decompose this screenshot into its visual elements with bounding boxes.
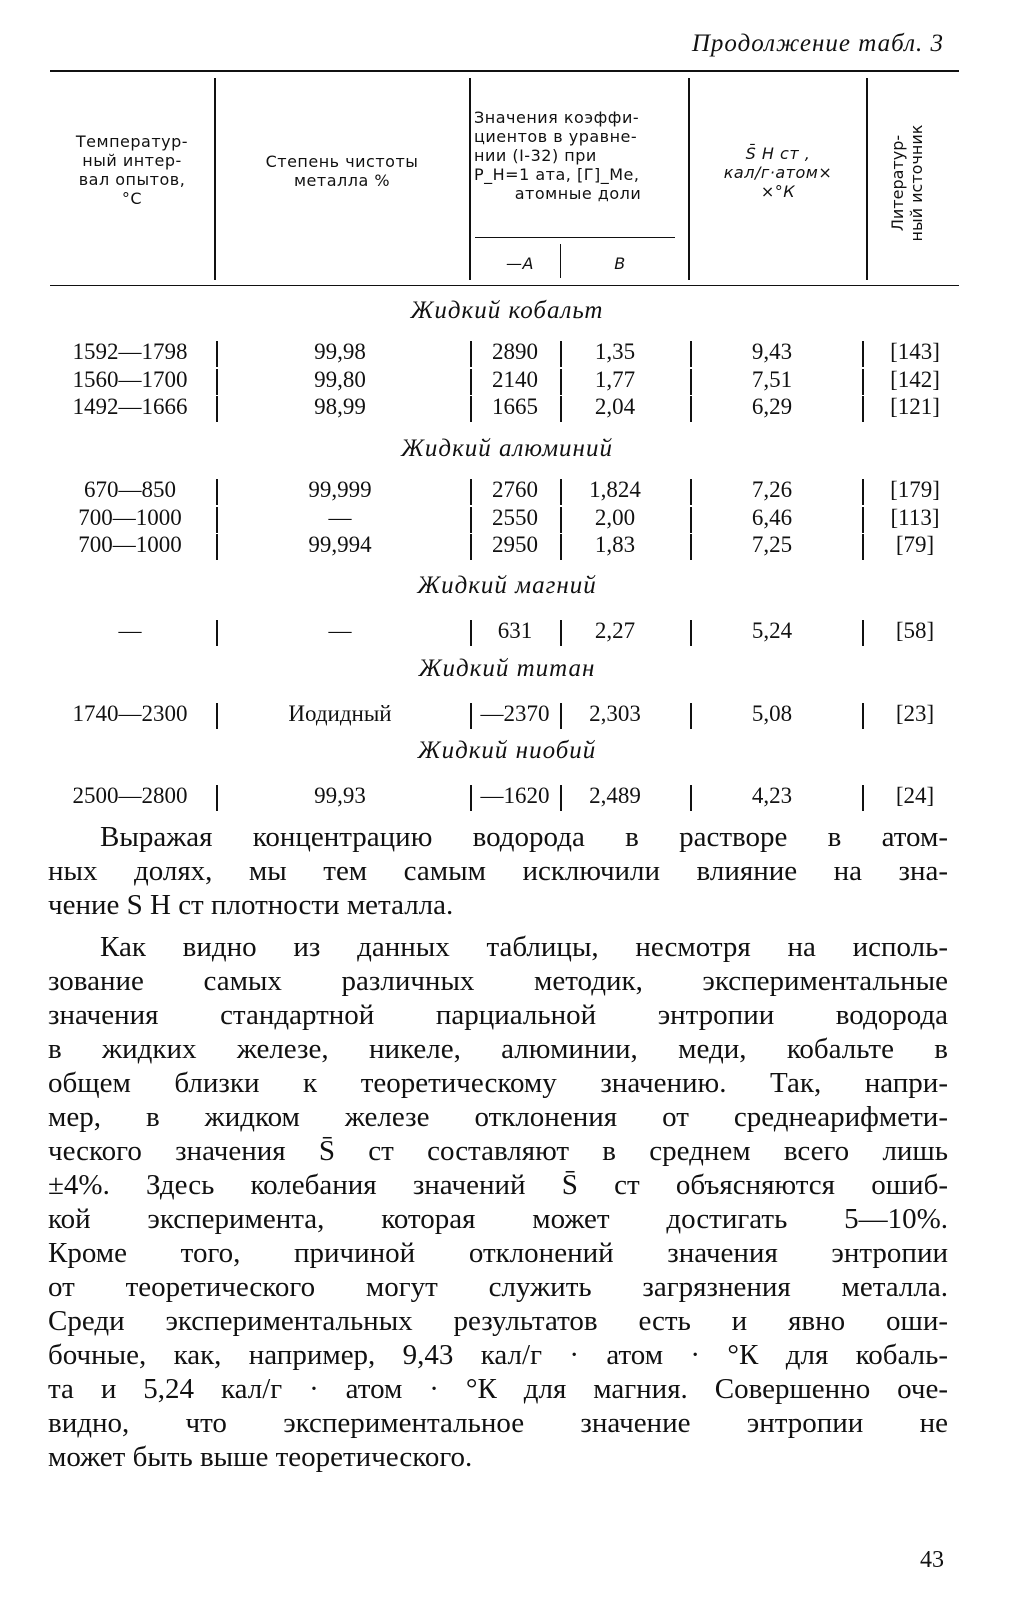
table-cell: —2370 [480,701,550,726]
text-line: та и 5,24 кал/г · атом · °К для магния. Совершенно оче- [48,1373,948,1405]
table-cell: 99,80 [314,366,366,392]
table-cell: 2140 [492,366,538,392]
table-cell: [23] [895,701,935,726]
table-cell: 1560—1700 [72,366,188,392]
header-divider [866,78,868,280]
text-line: мер, в жидком железе отклонения от среднеарифмети- [48,1101,948,1133]
table-cell: 631 [497,618,533,643]
text-line: в жидких железе, никеле, алюминии, меди, кобальте в [48,1033,948,1065]
column-separator [560,785,562,811]
column-separator [216,620,218,646]
table-cell: [143] [890,339,940,364]
column-separator [560,703,562,729]
header-coef-b: B [614,254,626,273]
text-line: Выражая концентрацию водорода в растворе в атом- [100,821,948,853]
column-separator [690,785,692,811]
table-cell: 700—1000 [78,504,182,530]
table-cell: 7,25 [751,532,793,557]
column-separator [560,507,562,533]
column-separator [470,534,472,560]
text-line: чение S H ст плотности металла. [48,889,454,921]
table-cell: 5,08 [751,701,793,726]
table-cell: 700—1000 [78,532,182,557]
table-cell: 98,99 [314,394,366,419]
table-cell: [79] [895,532,935,557]
table-cell: —1620 [480,783,550,808]
table-cell: — [118,618,142,643]
column-separator [862,785,864,811]
section-title: Жидкий магний [417,572,597,599]
header-divider [214,78,216,280]
table-cell: 99,994 [308,532,372,557]
table-cell: 2,303 [589,701,641,726]
table-cell: 9,43 [751,339,793,364]
table-cell: 7,26 [751,477,793,502]
text-line: значения стандартной парциальной энтропии водорода [48,999,948,1031]
table-cell: 670—850 [84,477,176,502]
column-separator [560,369,562,395]
table-cell: [121] [890,394,940,419]
column-separator [216,396,218,422]
table-cell: 1,77 [594,366,636,392]
table-cell: 1,83 [594,532,636,557]
section-title: Жидкий кобальт [410,297,604,324]
column-separator [216,785,218,811]
column-separator [470,396,472,422]
table-cell: 6,46 [751,504,793,530]
table-cell: 1740—2300 [72,701,188,726]
column-separator [470,507,472,533]
table-cell: 2500—2800 [72,783,188,808]
table-cell: — [328,504,352,530]
table-cell: 1592—1798 [72,339,188,364]
table-cell: Иодидный [288,701,392,726]
column-separator [470,479,472,505]
column-separator [862,507,864,533]
header-divider [688,78,690,280]
table-cell: [142] [890,366,940,392]
text-line: общем близки к теоретическому значению. Так, напри- [48,1067,948,1099]
page-number: 43 [920,1547,944,1573]
column-separator [862,369,864,395]
coef-subheader-divider [560,244,561,278]
table-cell: 2760 [492,477,538,502]
section-title: Жидкий ниобий [417,737,597,764]
table-cell: 99,999 [308,477,372,502]
column-separator [690,396,692,422]
column-separator [690,620,692,646]
table-cell: 1665 [492,394,538,419]
table-caption: Продолжение табл. 3 [691,30,944,57]
text-line: может быть выше теоретического. [48,1441,473,1473]
table-cell: 2,489 [589,783,641,808]
text-line: от теоретического могут служить загрязнения металла. [48,1271,948,1303]
coef-subheader-rule [475,237,675,238]
text-line: кой эксперимента, которая может достигать 5—10%. [48,1203,948,1235]
text-line: видно, что экспериментальное значение энтропии не [48,1407,948,1439]
column-separator [862,620,864,646]
header-temp: Температур- ный интер- вал опытов, °С [75,132,189,208]
column-separator [690,341,692,367]
text-line: ных долях, мы тем самым исключили влияние на зна- [48,855,948,887]
table-cell: 5,24 [751,618,793,643]
text-line: бочные, как, например, 9,43 кал/г · атом · °К для кобаль- [48,1339,948,1371]
column-separator [470,369,472,395]
table-cell: 1,824 [589,477,641,502]
column-separator [862,341,864,367]
column-separator [862,703,864,729]
column-separator [470,341,472,367]
header-coef: Значения коэффи- циентов в уравне- нии (I-32) при P_H=1 ата, [Г]_Me, атомные доли [474,108,642,203]
table-cell: 1492—1666 [72,394,188,419]
table-cell: 2950 [492,532,538,557]
header-purity: Степень чистоты металла % [265,152,419,190]
column-separator [216,534,218,560]
section-title: Жидкий титан [418,655,596,682]
paragraph-2 [48,930,948,1474]
table-cell: [58] [895,618,935,643]
table-cell: 2,04 [594,394,636,419]
table-cell: — [328,618,352,643]
table-cell: 99,98 [314,339,366,364]
table-cell: 2890 [492,339,538,364]
section-title: Жидкий алюминий [401,435,613,462]
column-separator [216,369,218,395]
text-line: ческого значения S̄ ст составляют в среднем всего лишь [48,1135,948,1167]
column-separator [216,341,218,367]
text-line: зование самых различных методик, экспериментальные [48,965,948,997]
table-cell: 7,51 [751,366,793,392]
table-cell: [24] [895,783,935,808]
column-separator [560,534,562,560]
column-separator [690,507,692,533]
column-separator [216,703,218,729]
column-separator [560,620,562,646]
column-separator [690,703,692,729]
table-cell: 1,35 [594,339,636,364]
column-separator [470,703,472,729]
header-coef-a: —A [506,254,534,273]
column-separator [690,369,692,395]
table-cell: 4,23 [751,783,793,808]
column-separator [470,785,472,811]
table-cell: 2,00 [594,504,636,530]
column-separator [216,479,218,505]
text-line: Как видно из данных таблицы, несмотря на исполь- [100,931,948,963]
table-top-rule [50,70,959,72]
column-separator [862,479,864,505]
column-separator [216,507,218,533]
table-cell: 2550 [492,504,538,530]
table-cell: [113] [890,504,940,530]
column-separator [690,479,692,505]
header-entropy: S̄ H ст , кал/г·атом× ×°К [723,144,833,201]
paragraph-1 [48,820,948,922]
table-cell: 99,93 [314,783,366,808]
table-cell: 6,29 [751,394,793,419]
column-separator [862,534,864,560]
column-separator [560,479,562,505]
text-line: Среди экспериментальных результатов есть и явно оши- [48,1305,948,1337]
table-cell: 2,27 [594,618,636,643]
column-separator [862,396,864,422]
column-separator [470,620,472,646]
column-separator [690,534,692,560]
column-separator [560,396,562,422]
table-header-rule [50,285,959,286]
text-line: ±4%. Здесь колебания значений S̄ ст объясняются ошиб- [48,1169,948,1201]
table-cell: [179] [890,477,940,502]
column-separator [560,341,562,367]
header-source: Литератур- ный источник [888,124,926,242]
text-line: Кроме того, причиной отклонений значения энтропии [48,1237,948,1269]
header-divider [469,78,471,280]
